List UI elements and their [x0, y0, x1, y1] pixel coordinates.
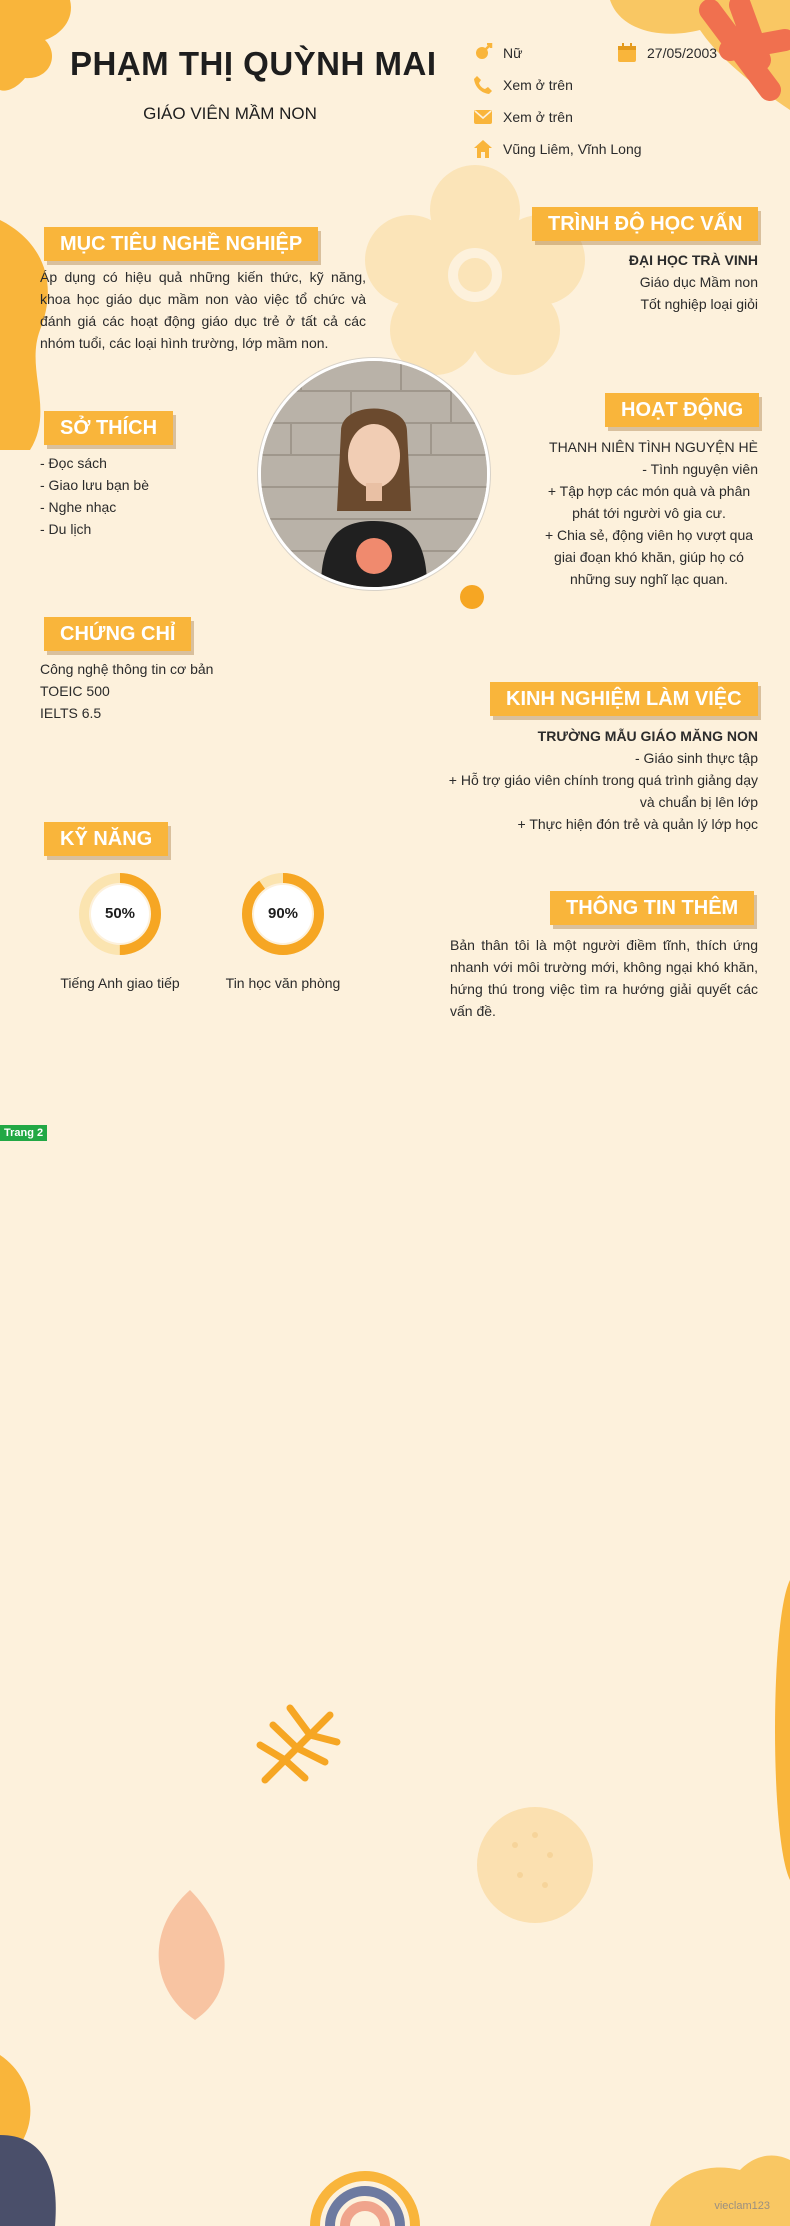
- activities-line: + Chia sẻ, động viên họ vượt qua giai đoạn khó khăn, giúp họ có những suy nghĩ lạc quan.: [544, 527, 754, 587]
- birthdate-row: [617, 43, 717, 63]
- list-item: - Du lịch: [40, 521, 92, 537]
- activities-role: - Tình nguyện viên: [642, 461, 758, 477]
- certificates-list: [40, 658, 260, 724]
- gender-icon: [473, 43, 493, 63]
- lemon-decoration: [475, 1805, 595, 1925]
- objective-text: Áp dụng có hiệu quả những kiến thức, kỹ năng, khoa học giáo dục mầm non vào việc tổ chức và đánh giá các hoạt động giáo dục trẻ ở tất cả các nhóm tuổi, các loại hình trường, lớp mầm non.: [40, 269, 366, 351]
- extra-info-text: Bản thân tôi là một người điềm tĩnh, thích ứng nhanh với môi trường mới, không ngại khó khăn, hứng thú trong việc tìm ra hướng giải quyết các vấn đề.: [450, 937, 758, 1019]
- portrait-image: [261, 361, 487, 587]
- top-right-leaf-decoration: [590, 0, 790, 150]
- experience-role: - Giáo sinh thực tập: [635, 750, 758, 766]
- phone-icon: [473, 75, 493, 95]
- calendar-icon: [617, 43, 637, 63]
- phone-row: [473, 75, 573, 95]
- right-edge-blob-decoration: [770, 1580, 790, 1880]
- activities-org: THANH NIÊN TÌNH NGUYỆN HÈ: [549, 439, 758, 455]
- email-icon: [473, 107, 493, 127]
- education-result: Tốt nghiệp loại giỏi: [640, 296, 758, 312]
- experience-heading: KINH NGHIỆM LÀM VIỆC: [490, 682, 758, 716]
- address-value: Vũng Liêm, Vĩnh Long: [503, 141, 642, 157]
- activities-block: [530, 436, 758, 590]
- address-row: [473, 139, 642, 159]
- leaf-decoration: [255, 1700, 345, 1785]
- email-row: [473, 107, 573, 127]
- skills-heading: KỸ NĂNG: [44, 822, 168, 856]
- profile-photo: [258, 358, 490, 590]
- extra-info-heading: THÔNG TIN THÊM: [550, 891, 754, 925]
- list-item: - Giao lưu bạn bè: [40, 477, 149, 493]
- activities-heading: HOẠT ĐỘNG: [605, 393, 759, 427]
- list-item: - Nghe nhạc: [40, 499, 117, 515]
- gender-row: [473, 43, 522, 63]
- skill-percent-english: 50%: [104, 905, 136, 922]
- page-tab[interactable]: Trang 2: [0, 1125, 47, 1141]
- job-title: GIÁO VIÊN MẦM NON: [143, 104, 317, 123]
- skill-label-english: Tiếng Anh giao tiếp: [60, 975, 180, 991]
- list-item: IELTS 6.5: [40, 705, 102, 721]
- list-item: - Đọc sách: [40, 455, 107, 471]
- top-left-flower-decoration: [0, 0, 75, 95]
- bottom-right-blob-decoration: [650, 2150, 790, 2226]
- email-value: Xem ở trên: [503, 109, 573, 125]
- gender-value: Nữ: [503, 45, 523, 61]
- education-major: Giáo dục Mầm non: [639, 274, 758, 290]
- experience-line: + Hỗ trợ giáo viên chính trong quá trình giảng dạy và chuẩn bị lên lớp: [448, 772, 758, 810]
- phone-value: Xem ở trên: [503, 77, 573, 93]
- candidate-name: PHẠM THỊ QUỲNH MAI: [70, 45, 437, 82]
- hobbies-heading: SỞ THÍCH: [44, 411, 173, 445]
- hobbies-list: [40, 452, 240, 540]
- photo-accent-dot: [460, 585, 484, 609]
- bottom-left-blob-decoration: [0, 2055, 70, 2226]
- skill-label-office: Tin học văn phòng: [225, 975, 341, 991]
- home-icon: [473, 139, 493, 159]
- bottom-rainbow-decoration: [305, 2170, 425, 2226]
- birthdate-value: 27/05/2003: [647, 45, 718, 61]
- experience-line: + Thực hiện đón trẻ và quản lý lớp học: [517, 816, 758, 832]
- list-item: TOEIC 500: [40, 683, 110, 699]
- education-block: [470, 249, 758, 315]
- education-heading: TRÌNH ĐỘ HỌC VẤN: [532, 207, 758, 241]
- experience-org: TRƯỜNG MẪU GIÁO MĂNG NON: [537, 728, 758, 744]
- pink-leaf-decoration: [140, 1890, 240, 2020]
- certificates-heading: CHỨNG CHỈ: [44, 617, 191, 651]
- objective-heading: MỤC TIÊU NGHỀ NGHIỆP: [44, 227, 318, 261]
- experience-block: [440, 725, 758, 835]
- education-school: ĐẠI HỌC TRÀ VINH: [628, 252, 758, 268]
- list-item: Công nghệ thông tin cơ bản: [40, 661, 214, 677]
- watermark: vieclam123: [714, 2200, 770, 2212]
- skill-percent-office: 90%: [267, 905, 299, 922]
- activities-line: + Tập hợp các món quà và phân phát tới người vô gia cư.: [547, 483, 751, 521]
